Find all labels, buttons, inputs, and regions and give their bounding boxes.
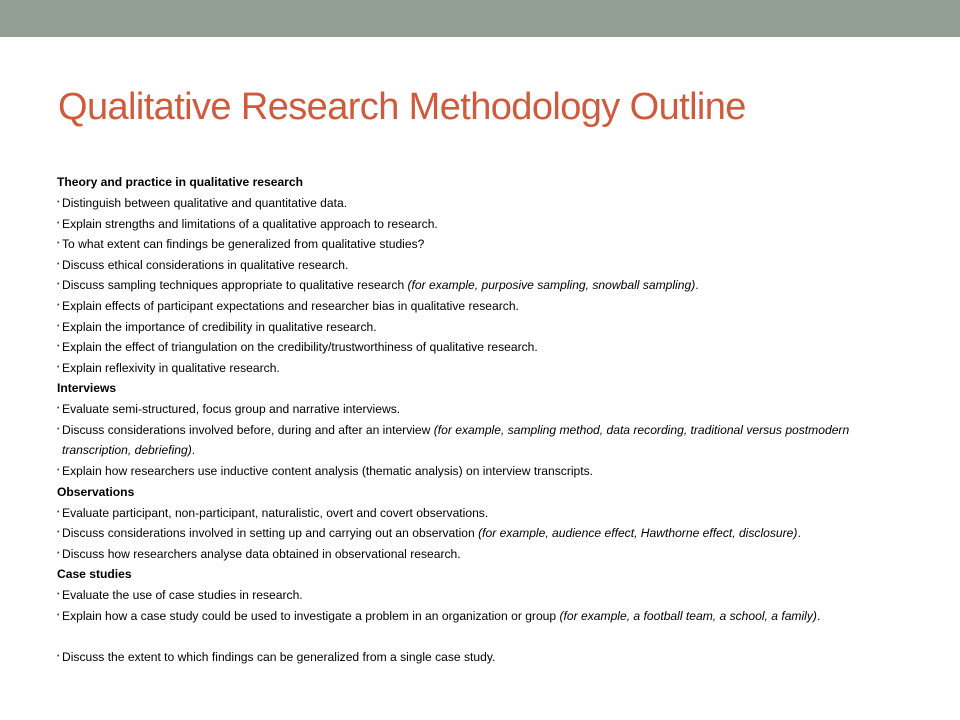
list-item [57,647,907,668]
section-heading: Observations [57,484,135,499]
list-item [57,503,907,524]
list-item [57,606,907,647]
list-item [57,461,907,482]
list-item [57,275,907,296]
item-text: Discuss ethical considerations in qualitative research. [62,257,349,272]
bullet-icon: • [57,363,60,371]
bullet-icon: • [57,591,60,599]
list-item [57,296,907,317]
bullet-icon: • [57,529,60,537]
list-item [57,358,907,379]
item-example: (for example, purposive sampling, snowball sampling) [407,278,696,293]
outline-body [57,172,907,668]
item-tail: . [797,526,801,541]
item-example: (for example, audience effect, Hawthorne effect, disclosure) [478,526,798,541]
item-text: Explain strengths and limitations of a qualitative approach to research. [62,216,438,231]
list-item [57,420,907,461]
list-item [57,544,907,565]
item-text: Evaluate the use of case studies in research. [62,588,303,603]
bullet-icon: • [57,508,60,516]
section-heading: Theory and practice in qualitative research [57,175,303,189]
bullet-icon: • [57,611,60,619]
item-text: Discuss sampling techniques appropriate to qualitative research [62,278,408,293]
bullet-icon: • [57,281,60,289]
item-text: Discuss considerations involved in setting up and carrying out an observation [62,526,479,541]
item-text: Explain effects of participant expectations and researcher bias in qualitative research. [62,298,519,313]
item-text: Explain the effect of triangulation on the credibility/trustworthiness of qualitative research. [62,340,538,355]
item-text: Explain how a case study could be used to investigate a problem in an organization or group [62,608,560,623]
bullet-icon: • [57,260,60,268]
list-item [57,585,907,606]
list-item [57,193,907,214]
item-text: Evaluate participant, non-participant, naturalistic, overt and covert observations. [62,505,489,520]
list-item [57,255,907,276]
bullet-icon: • [57,652,60,660]
item-example: (for example, sampling method, data recording, traditional versus postmodern transcription, debriefing) [62,422,850,457]
list-item [57,234,907,255]
bullet-icon: • [57,240,60,248]
bullet-icon: • [57,405,60,413]
bullet-icon: • [57,199,60,206]
item-tail: . [695,278,699,293]
item-text: Explain how researchers use inductive content analysis (thematic analysis) on interview transcripts. [62,463,594,478]
top-accent-bar [0,0,960,37]
list-item [57,337,907,358]
item-text: Explain reflexivity in qualitative research. [62,360,280,375]
bullet-icon: • [57,301,60,309]
section-heading: Case studies [57,567,132,582]
item-text: To what extent can findings be generalized from qualitative studies? [62,237,425,252]
item-text: Discuss how researchers analyse data obtained in observational research. [62,546,461,561]
item-text: Evaluate semi-structured, focus group and narrative interviews. [62,402,401,417]
list-item [57,523,907,544]
list-item [57,317,907,338]
bullet-icon: • [57,343,60,351]
item-tail: . [816,608,821,623]
bullet-icon: • [57,549,60,557]
list-item [57,399,907,420]
list-item [57,214,907,235]
item-text: Discuss the extent to which findings can be generalized from a single case study. [62,649,496,664]
item-tail: . [191,442,196,457]
item-text: Explain the importance of credibility in qualitative research. [62,319,377,334]
item-text: Discuss considerations involved before, during and after an interview [62,422,434,437]
slide-title: Qualitative Research Methodology Outline [58,86,746,128]
bullet-icon: • [57,322,60,330]
section-heading: Interviews [57,381,117,396]
item-example: (for example, a football team, a school, a family) [559,608,817,623]
item-text: Distinguish between qualitative and quantitative data. [62,196,348,210]
bullet-icon: • [57,219,60,227]
bullet-icon: • [57,466,60,474]
bullet-icon: • [57,425,60,433]
